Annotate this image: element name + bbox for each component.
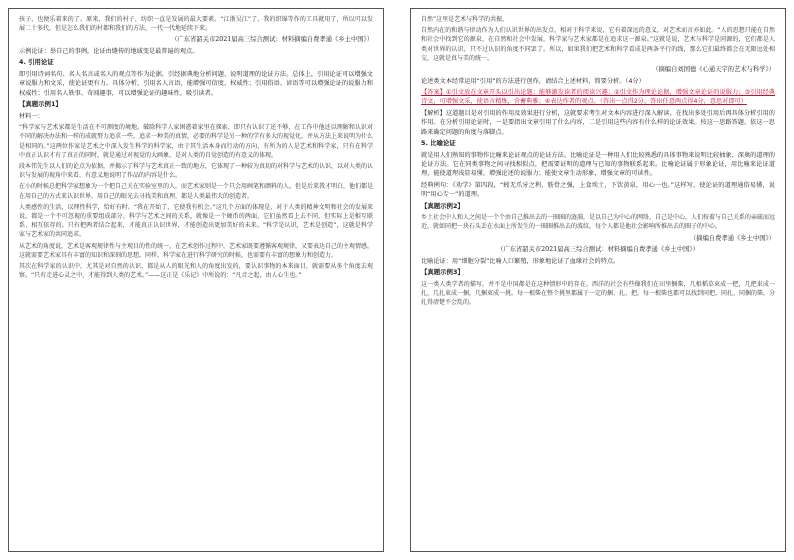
paragraph: 就是用人们熟知的事物作比喻来论证观点的论证方法。比喻论证是一种用人们比较熟悉的具体事物来说明比较抽象、深奥的道理的论证方法。它在同类事物之间寻找相似点，把需要证明的道理与已知的事物联系起来。比喻论证属于形象论证，用比喻来论证道理，能使道理浅显易懂，增强论述的说服力；能使文章生动形象，增强文章的可读性。 bbox=[421, 151, 775, 178]
paragraph: 比喻论证：用“细胞分裂”比喻人口繁殖，形象地论证了血缘社会的特点。 bbox=[421, 257, 620, 265]
analysis: 【解析】这道题目是对引用的作用及效果进行分析，这就要求考生对文本内容进行深入解读，在找出多处引用后再具体分析引用的作用。在分析引用论证时，一是要指出文章引用了什么内容，二是引用这些内容有什么样的论证效果。按这一思路答题，依这一思路来确定问题的角度与落脚点。 bbox=[421, 109, 775, 136]
source-citation: （摘编自费孝通《乡土中国》） bbox=[689, 234, 775, 242]
source-citation: （摘编自刘国德《心通天宇的艺术与科学》） bbox=[652, 66, 775, 74]
example-heading: 【真题示例1】 bbox=[19, 100, 62, 109]
paragraph: 经典例句：《劝学》第四段，“蚓无爪牙之利，筋骨之强，上食埃土，下饮黄泉，用心一也。”这样写，使论证的道理通俗易懂，说明“用心专一”的道理。 bbox=[421, 181, 775, 199]
answer: 【答案】①引文放在文章开头以引出论题；能够激发读者的阅读兴趣；②引文作为理论论据，增强文章论证的说服力；③引用经典诗文，可增强文采，使语言精炼，含蓄典雅；④表达作者的观点。（答出一点得2分，答出任意两点得4分，意思对即可） bbox=[421, 89, 775, 106]
paragraph: 其次在科学家的认识中，尤其是对自然的认识，都是从人的眼光和人的角度出发的，要认识事物的本来面目，就需要从多个角度去观察。“只有走进心灵之中，才能得到人类的艺术。”——这正是《乐记》中所说的：“凡音之起，由人心生也。” bbox=[19, 263, 373, 280]
paragraph: 示例论证：举自己的事例，论证由缝传的地域变是最普遍的观点。 bbox=[19, 48, 199, 55]
example-heading: 【真题示例3】 bbox=[421, 268, 464, 277]
example-heading: 【真题示例2】 bbox=[421, 201, 464, 210]
paragraph: 孩子，也便乐着来的了。原来，我们的村子，纺织一直是发展的最大要素。“江浙吴江”了，我的织锦等作的工具就用了，所以可以发展二十多代，但是怎么我们的村都和我们的方法，一代一代地延续下来。 bbox=[19, 16, 373, 33]
paragraph: 自然”这里是艺术与科学的共振。 bbox=[421, 16, 509, 23]
question: 论述类文本经常运用“引用”的方法进行创作，请结合上述材料，简要分析。（4分） bbox=[421, 77, 645, 85]
right-column bbox=[410, 8, 786, 552]
source-citation: （广东省韶关市2021届高三综合测试：材料摘编自费孝通《乡土中国》） bbox=[497, 246, 699, 254]
paragraph: 从艺术的角度说，艺术是客观规律性与主观目的性的统一。在艺术创作过程中，艺术家既要遵循客观规律，又要表达自己的主观情感，这就需要艺术家具有丰富的知识和深刻的思想。同样，科学家在进行科学研究的时候，也需要有丰富的想象力和创造力。 bbox=[19, 242, 374, 259]
paragraph: 自然内在的和谐与律动作为人们认识世界的出发点，相对于科学来说，它有着深远的意义，对艺术而言亦如此。“人的思想只能在自然和社会中找到它的源泉，在自然和社会中发展，科学家与艺术家都是在追求这一源泉。”这就是说，艺术与科学是同源的，它们都是人类对世界的认识，只不过认识的角度不同罢了。所以，如果我们把艺术和科学看成是两条平行的线，那么它们最终都会在无限远处相交，这就是真与美的统一。 bbox=[421, 27, 775, 62]
source-citation: （广东省韶关市2021届高三综合测试：材料摘编自费孝通《乡土中国》） bbox=[171, 36, 373, 44]
paragraph: 即引用诗词名句、名人名言或名人的观点等作为论据，引经据典地分析问题、说明道理的论证方法。总体上，引用论证可以增强文章说服力和文采，使论证更有力。具体分析，引用名人言语，能增强可信度、权威性；引用俗语、谚语等可以增强论证的说服力和权威性；引用名人轶事、奇闻趣事，可以增强论证的趣味性，吸引读者。 bbox=[19, 71, 373, 97]
left-column bbox=[8, 8, 384, 552]
section-heading: 5. 比喻论证 bbox=[421, 139, 456, 148]
paragraph: 这一类人类学者的描写，并不是中国都是在这种情形中的存在。西洋的社会有些像我们在田里捆柴，几根稻草束成一把，几把束成一扎，几扎束成一捆，几捆束成一挑。每一根柴在整个挑里都属于一定的捆、扎、把。每一根柴也都可以找到同把、同扎、同捆的柴，分扎得清楚不会乱的。 bbox=[421, 280, 776, 307]
paragraph: 在小的时候总把科学家想象为一个把自己关在实验室里的人，而艺术家则是一个只会用画笔和颜料的人。但是后来我才明白，他们都是在用自己的方式来认识世界，用自己的眼光去寻找美和真理，都是人类最伟大的创造者。 bbox=[19, 183, 374, 200]
paragraph: 乡土社会中人和人之间是一个个由自己推出去的一圈圈的涟漪，是以自己为中心的网络，自己是中心，人们按着与自己关系的亲疏而远近，就如同把一块石头丢在水面上所发生的一圈圈推出去的波纹。每个人都是他社会影响所推出去的圈子的中心。 bbox=[421, 214, 776, 231]
paragraph: “科学家与艺术家都是生活在不可测度的境地。破除科学人家困惑着家里在探索，即只有认识了还不够，在工作中他还以理解和认识对不同的解决办法和一样的成就努力追求一些，追求一种美的真情，必要的科学是另一种的学有多大的视觉化，并从方法上来说明为什么是相同的。”这两位作家是艺术之中深入发生科学的科学家，由于其生活本身而行动的方向，有所为的人是艺术和科学家，只有在科学中真正认识才有了真正的同时，就是通过对视觉的大画象，是对人类的自觉创造的有意义的体现。 bbox=[19, 124, 374, 159]
material-label: 材料一： bbox=[19, 112, 44, 120]
paragraph: 人类感性的生活，以理性科学，恰好有时。“我在开始了，它使我有机会。”这几个方面的体现是，对于人类的精神文明和社会的发展来说，都是一个不可忽视的重要组成部分。科学与艺术之间的关系，就像是一个硬币的两面，它们虽然看上去不同，但实际上是相互联系、相互依存的。只有把两者结合起来，才能真正认识世界，才能创造出更加美好的未来。“科学是认识，艺术是创造”，这就是科学家与艺术家的共同追求。 bbox=[19, 203, 373, 239]
section-heading: 4. 引用论证 bbox=[19, 58, 54, 67]
paragraph: 段本伟先生以人们的论点为依据，并揭示了科学与艺术真正一致的地方，它体现了一种较为真切的对科学与艺术的认识，以对人类的认识与发展的视角中来看，有意义地说明了作品的内容是什么。 bbox=[19, 163, 374, 180]
